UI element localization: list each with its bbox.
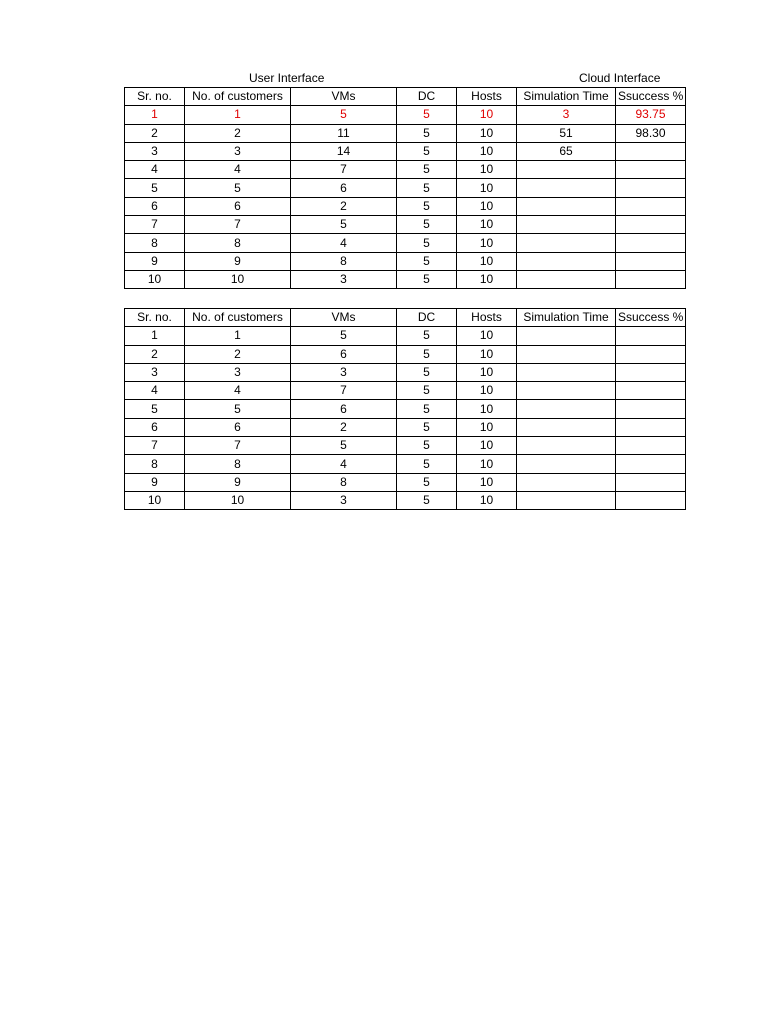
cell-sr-no: 2	[125, 124, 185, 142]
cell-success: 93.75	[616, 106, 686, 124]
cell-sr-no: 5	[125, 179, 185, 197]
cell-vms: 11	[291, 124, 397, 142]
cell-customers: 8	[185, 455, 291, 473]
cell-vms: 8	[291, 473, 397, 491]
cell-success	[616, 400, 686, 418]
cell-hosts: 10	[457, 491, 517, 509]
cell-success	[616, 161, 686, 179]
cell-hosts: 10	[457, 197, 517, 215]
cell-vms: 8	[291, 252, 397, 270]
cell-success	[616, 142, 686, 160]
table-row	[125, 400, 686, 418]
cell-customers: 7	[185, 437, 291, 455]
cell-simulation-time	[517, 161, 616, 179]
cell-customers: 6	[185, 197, 291, 215]
cell-vms: 14	[291, 142, 397, 160]
cell-simulation-time	[517, 345, 616, 363]
cell-hosts: 10	[457, 161, 517, 179]
cell-vms: 4	[291, 455, 397, 473]
cell-hosts: 10	[457, 437, 517, 455]
cell-success	[616, 437, 686, 455]
cell-customers: 9	[185, 252, 291, 270]
cell-sr-no: 4	[125, 161, 185, 179]
cell-vms: 2	[291, 197, 397, 215]
header-hosts: Hosts	[457, 309, 517, 327]
cell-hosts: 10	[457, 382, 517, 400]
cloud-interface-caption: Cloud Interface	[579, 71, 661, 85]
cell-dc: 5	[397, 327, 457, 345]
header-dc: DC	[397, 309, 457, 327]
header-simulation-time: Simulation Time	[517, 88, 616, 106]
cell-vms: 5	[291, 216, 397, 234]
cell-sr-no: 9	[125, 252, 185, 270]
cell-success	[616, 216, 686, 234]
cell-success	[616, 473, 686, 491]
cell-simulation-time	[517, 382, 616, 400]
cell-customers: 4	[185, 161, 291, 179]
cell-dc: 5	[397, 400, 457, 418]
table-row	[125, 491, 686, 509]
header-success: Ssuccess %	[616, 309, 686, 327]
table-row	[125, 216, 686, 234]
cell-customers: 3	[185, 142, 291, 160]
cell-dc: 5	[397, 161, 457, 179]
cell-simulation-time	[517, 197, 616, 215]
cell-simulation-time	[517, 363, 616, 381]
cell-customers: 8	[185, 234, 291, 252]
cell-sr-no: 3	[125, 363, 185, 381]
cell-hosts: 10	[457, 400, 517, 418]
header-row	[125, 88, 686, 106]
cell-sr-no: 5	[125, 400, 185, 418]
cell-sr-no: 7	[125, 216, 185, 234]
table-row	[125, 473, 686, 491]
cell-dc: 5	[397, 455, 457, 473]
table-row	[125, 437, 686, 455]
cell-simulation-time	[517, 400, 616, 418]
table-row	[125, 418, 686, 436]
cell-sr-no: 1	[125, 327, 185, 345]
table-row	[125, 455, 686, 473]
cell-customers: 7	[185, 216, 291, 234]
cell-vms: 6	[291, 345, 397, 363]
table-row	[125, 142, 686, 160]
cell-simulation-time: 51	[517, 124, 616, 142]
cell-customers: 10	[185, 491, 291, 509]
cell-sr-no: 6	[125, 197, 185, 215]
cell-dc: 5	[397, 270, 457, 288]
cell-vms: 6	[291, 400, 397, 418]
cell-sr-no: 1	[125, 106, 185, 124]
table-row	[125, 345, 686, 363]
table-row	[125, 252, 686, 270]
cell-hosts: 10	[457, 142, 517, 160]
cell-sr-no: 7	[125, 437, 185, 455]
cell-vms: 5	[291, 106, 397, 124]
table-row	[125, 363, 686, 381]
cell-sr-no: 10	[125, 270, 185, 288]
cell-sr-no: 10	[125, 491, 185, 509]
header-simulation-time: Simulation Time	[517, 309, 616, 327]
cell-hosts: 10	[457, 216, 517, 234]
header-sr-no: Sr. no.	[125, 309, 185, 327]
header-row	[125, 309, 686, 327]
cell-customers: 2	[185, 345, 291, 363]
cell-vms: 2	[291, 418, 397, 436]
cell-dc: 5	[397, 437, 457, 455]
cell-success	[616, 179, 686, 197]
cell-dc: 5	[397, 106, 457, 124]
cell-simulation-time: 3	[517, 106, 616, 124]
cell-customers: 2	[185, 124, 291, 142]
header-customers: No. of customers	[185, 88, 291, 106]
cell-hosts: 10	[457, 234, 517, 252]
cell-hosts: 10	[457, 327, 517, 345]
cell-dc: 5	[397, 418, 457, 436]
cell-sr-no: 8	[125, 455, 185, 473]
results-table-2	[124, 308, 686, 510]
cell-hosts: 10	[457, 106, 517, 124]
cell-simulation-time	[517, 252, 616, 270]
header-dc: DC	[397, 88, 457, 106]
cell-dc: 5	[397, 216, 457, 234]
cell-simulation-time	[517, 270, 616, 288]
cell-success	[616, 197, 686, 215]
cell-vms: 4	[291, 234, 397, 252]
cell-dc: 5	[397, 491, 457, 509]
cell-simulation-time	[517, 491, 616, 509]
user-interface-caption: User Interface	[249, 71, 325, 85]
cell-customers: 9	[185, 473, 291, 491]
cell-success	[616, 382, 686, 400]
cell-sr-no: 3	[125, 142, 185, 160]
table-row	[125, 382, 686, 400]
cell-success	[616, 455, 686, 473]
cell-dc: 5	[397, 179, 457, 197]
cell-customers: 6	[185, 418, 291, 436]
results-table-1	[124, 87, 686, 289]
cell-dc: 5	[397, 197, 457, 215]
cell-hosts: 10	[457, 455, 517, 473]
cell-hosts: 10	[457, 179, 517, 197]
cell-sr-no: 4	[125, 382, 185, 400]
cell-success	[616, 363, 686, 381]
cell-vms: 5	[291, 327, 397, 345]
cell-success	[616, 418, 686, 436]
table-row	[125, 124, 686, 142]
table-row	[125, 327, 686, 345]
cell-sr-no: 6	[125, 418, 185, 436]
cell-simulation-time: 65	[517, 142, 616, 160]
cell-customers: 5	[185, 400, 291, 418]
cell-success: 98.30	[616, 124, 686, 142]
cell-simulation-time	[517, 455, 616, 473]
cell-vms: 7	[291, 382, 397, 400]
cell-sr-no: 8	[125, 234, 185, 252]
cell-success	[616, 252, 686, 270]
cell-customers: 10	[185, 270, 291, 288]
cell-dc: 5	[397, 382, 457, 400]
cell-dc: 5	[397, 124, 457, 142]
cell-hosts: 10	[457, 252, 517, 270]
cell-success	[616, 491, 686, 509]
cell-success	[616, 327, 686, 345]
cell-success	[616, 345, 686, 363]
cell-sr-no: 9	[125, 473, 185, 491]
table-row	[125, 197, 686, 215]
cell-vms: 5	[291, 437, 397, 455]
cell-simulation-time	[517, 473, 616, 491]
header-success: Ssuccess %	[616, 88, 686, 106]
cell-customers: 3	[185, 363, 291, 381]
cell-dc: 5	[397, 345, 457, 363]
cell-simulation-time	[517, 179, 616, 197]
table-row	[125, 161, 686, 179]
cell-success	[616, 234, 686, 252]
table-row	[125, 179, 686, 197]
cell-dc: 5	[397, 473, 457, 491]
cell-hosts: 10	[457, 124, 517, 142]
cell-simulation-time	[517, 234, 616, 252]
header-vms: VMs	[291, 309, 397, 327]
cell-hosts: 10	[457, 270, 517, 288]
cell-sr-no: 2	[125, 345, 185, 363]
header-vms: VMs	[291, 88, 397, 106]
cell-simulation-time	[517, 418, 616, 436]
cell-hosts: 10	[457, 363, 517, 381]
cell-vms: 6	[291, 179, 397, 197]
cell-vms: 3	[291, 363, 397, 381]
cell-dc: 5	[397, 252, 457, 270]
cell-hosts: 10	[457, 473, 517, 491]
cell-vms: 3	[291, 491, 397, 509]
cell-customers: 5	[185, 179, 291, 197]
cell-success	[616, 270, 686, 288]
cell-hosts: 10	[457, 418, 517, 436]
cell-customers: 1	[185, 106, 291, 124]
cell-hosts: 10	[457, 345, 517, 363]
cell-vms: 3	[291, 270, 397, 288]
cell-customers: 1	[185, 327, 291, 345]
header-customers: No. of customers	[185, 309, 291, 327]
table-row	[125, 270, 686, 288]
cell-simulation-time	[517, 327, 616, 345]
cell-dc: 5	[397, 363, 457, 381]
cell-dc: 5	[397, 142, 457, 160]
header-hosts: Hosts	[457, 88, 517, 106]
table-row	[125, 106, 686, 124]
cell-customers: 4	[185, 382, 291, 400]
cell-simulation-time	[517, 216, 616, 234]
header-sr-no: Sr. no.	[125, 88, 185, 106]
cell-simulation-time	[517, 437, 616, 455]
table-row	[125, 234, 686, 252]
cell-vms: 7	[291, 161, 397, 179]
cell-dc: 5	[397, 234, 457, 252]
